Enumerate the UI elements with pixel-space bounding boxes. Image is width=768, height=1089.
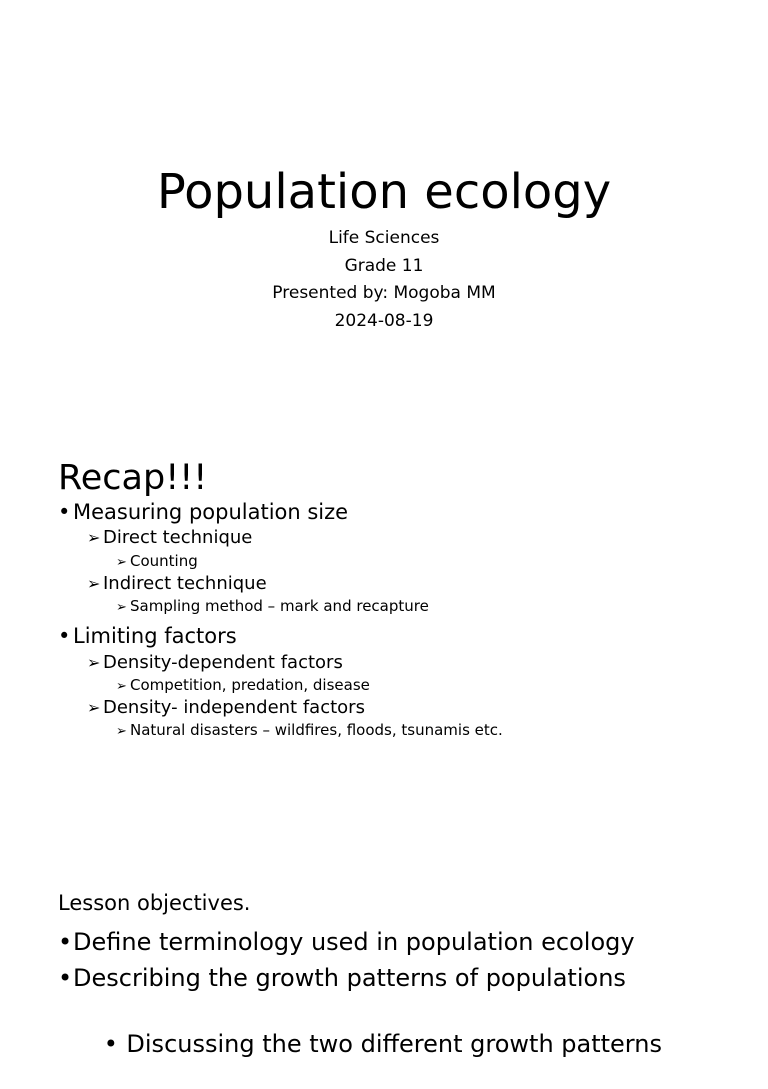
recap-detail-text: Sampling method – mark and recapture xyxy=(130,597,429,615)
grade-line: Grade 11 xyxy=(344,256,424,276)
presenter-line: Presented by: Mogoba MM xyxy=(272,283,496,303)
arrow-bullet-icon: ➢ xyxy=(87,528,101,547)
recap-detail-item xyxy=(116,552,198,572)
recap-subitem xyxy=(87,573,267,595)
arrow-bullet-icon: ➢ xyxy=(116,679,127,694)
subject-line: Life Sciences xyxy=(328,228,440,248)
recap-subitem-text: Density-dependent factors xyxy=(103,652,343,673)
arrow-bullet-icon: ➢ xyxy=(116,724,127,739)
recap-detail-item xyxy=(116,597,429,617)
bullet-icon: • xyxy=(58,928,73,956)
bullet-icon: • xyxy=(58,624,71,648)
recap-subitem xyxy=(87,652,343,674)
objective-item xyxy=(58,927,635,957)
recap-bullet-item xyxy=(58,499,348,525)
arrow-bullet-icon: ➢ xyxy=(87,574,101,593)
recap-detail-text: Counting xyxy=(130,552,198,570)
recap-detail-text: Competition, predation, disease xyxy=(130,676,370,694)
recap-bullet-text: Limiting factors xyxy=(73,624,237,648)
bullet-icon: • xyxy=(103,1030,118,1058)
objective-text: Discussing the two different growth patterns xyxy=(118,1030,662,1058)
objectives-heading: Lesson objectives. xyxy=(58,891,251,915)
arrow-bullet-icon: ➢ xyxy=(87,698,101,717)
recap-heading: Recap!!! xyxy=(58,458,208,498)
recap-subitem-text: Direct technique xyxy=(103,527,253,548)
objective-item xyxy=(58,999,662,1089)
bullet-icon: • xyxy=(58,964,73,992)
recap-bullet-text: Measuring population size xyxy=(73,500,349,524)
recap-subitem-text: Indirect technique xyxy=(103,573,267,594)
date-line: 2024-08-19 xyxy=(334,311,434,331)
arrow-bullet-icon: ➢ xyxy=(116,555,127,570)
recap-detail-item xyxy=(116,721,503,741)
objective-text: Define terminology used in population ecology xyxy=(73,928,635,956)
presentation-title: Population ecology xyxy=(156,164,612,220)
objectives-slide xyxy=(0,840,768,1058)
recap-bullet-item xyxy=(58,623,237,649)
objective-item xyxy=(58,963,626,993)
title-slide xyxy=(0,0,768,400)
bullet-icon: • xyxy=(58,500,71,524)
recap-detail-text: Natural disasters – wildfires, floods, tsunamis etc. xyxy=(130,721,503,739)
arrow-bullet-icon: ➢ xyxy=(116,600,127,615)
recap-subitem xyxy=(87,697,365,719)
recap-slide xyxy=(0,400,768,840)
recap-subitem-text: Density- independent factors xyxy=(103,697,365,718)
objective-text: Describing the growth patterns of populations xyxy=(73,964,626,992)
recap-subitem xyxy=(87,527,252,549)
arrow-bullet-icon: ➢ xyxy=(87,653,101,672)
recap-detail-item xyxy=(116,676,370,696)
